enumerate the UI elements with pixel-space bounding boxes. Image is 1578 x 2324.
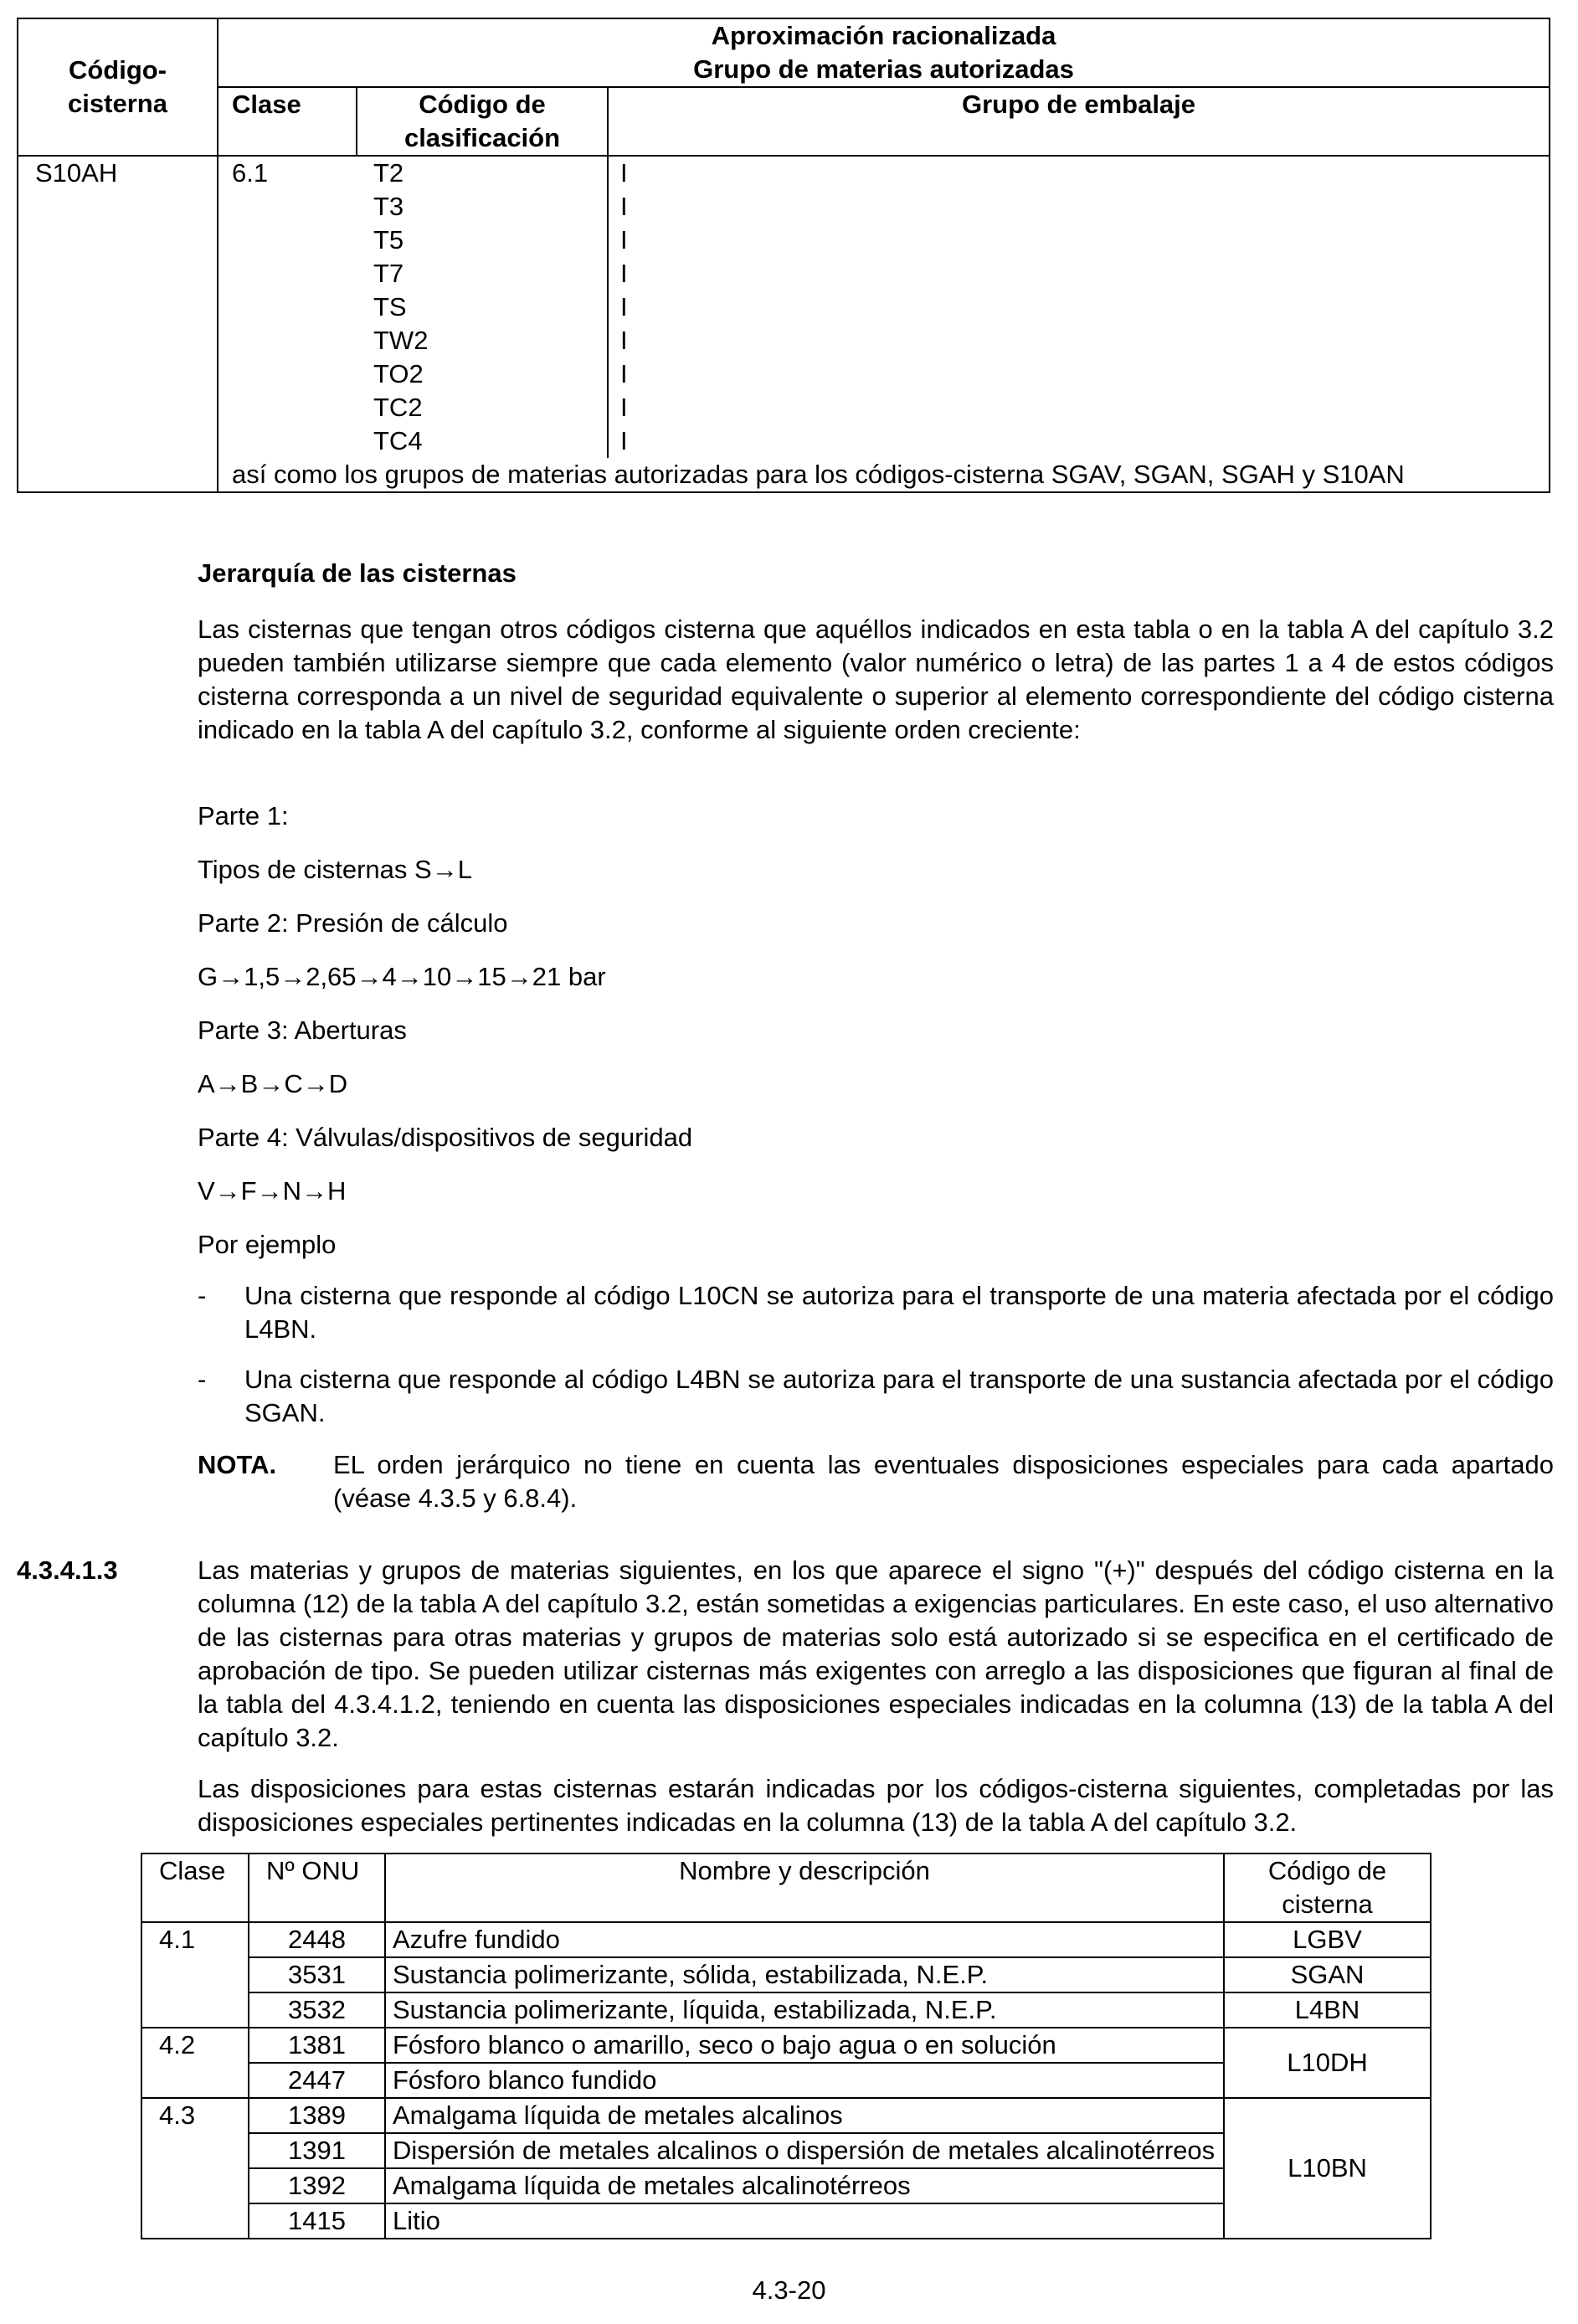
- name-cell: Amalgama líquida de metales alcalinotérreos: [385, 2168, 1224, 2203]
- classification-codes-cell: [357, 156, 608, 458]
- un-number-cell: 1391: [249, 2133, 385, 2168]
- header-authorized-groups: Grupo de materias autorizadas: [218, 53, 1550, 87]
- un-number-cell: 3531: [249, 1957, 385, 1992]
- un-number-cell: 2447: [249, 2063, 385, 2098]
- special-tank-table: [141, 1853, 1432, 2239]
- note-text: EL orden jerárquico no tiene en cuenta las eventuales disposiciones especiales para cada apartado (véase 4.3.5 y 6.8.4).: [333, 1450, 1554, 1513]
- packing-group: I: [620, 225, 628, 255]
- classification-code: T3: [373, 192, 404, 221]
- classification-code: TC4: [373, 426, 423, 455]
- hierarchy-intro: Las cisternas que tengan otros códigos cisterna que aquéllos indicados en esta tabla o en la tabla A del capítulo 3.2 pueden también utilizarse siempre que cada elemento (valor numérico o letra) de las partes 1 a 4 de estos códigos cisterna corresponda a un nivel de seguridad equivalente o superior al elemento correspondiente del código cisterna indicado en la tabla A del capítulo 3.2, conforme al siguiente orden creciente:: [198, 614, 1554, 744]
- table-row: [141, 2028, 1431, 2063]
- section-number: 4.3.4.1.3: [17, 1555, 118, 1585]
- footer-note: así como los grupos de materias autorizadas para los códigos-cisterna SGAV, SGAN, SGAH y S10AN: [218, 458, 1550, 492]
- tank-code-cell: SGAN: [1224, 1957, 1431, 1992]
- table-row: [141, 1957, 1431, 1992]
- tank-code-table: [17, 18, 1550, 493]
- bullet: -: [198, 1281, 207, 1310]
- classification-code: TC2: [373, 393, 423, 422]
- name-cell: Litio: [385, 2203, 1224, 2239]
- class-cell: 6.1: [218, 156, 357, 458]
- table-row: [141, 1922, 1431, 1957]
- class-cell: 4.2: [141, 2028, 249, 2098]
- un-number-cell: 1392: [249, 2168, 385, 2203]
- name-cell: Sustancia polimerizante, sólida, estabilizada, N.E.P.: [385, 1957, 1224, 1992]
- packing-group: I: [620, 158, 628, 188]
- header-classification-code: Código de clasificación: [357, 87, 608, 156]
- hierarchy-line: Por ejemplo: [198, 1230, 337, 1259]
- un-number-cell: 3532: [249, 1992, 385, 2028]
- hierarchy-line: Parte 2: Presión de cálculo: [198, 908, 508, 938]
- packing-groups-cell: [608, 156, 1550, 458]
- classification-code: T7: [373, 259, 404, 288]
- classification-code: TO2: [373, 359, 424, 388]
- tank-code-cell: S10AH: [18, 156, 218, 492]
- tank-code-cell: L10DH: [1224, 2028, 1431, 2098]
- header-packing-group: Grupo de embalaje: [608, 87, 1550, 156]
- hierarchy-line: Parte 3: Aberturas: [198, 1015, 407, 1045]
- name-cell: Fósforo blanco o amarillo, seco o bajo agua o en solución: [385, 2028, 1224, 2063]
- classification-code: TS: [373, 292, 407, 321]
- hierarchy-line: Parte 4: Válvulas/dispositivos de seguridad: [198, 1123, 693, 1152]
- example-text: Una cisterna que responde al código L10CN se autoriza para el transporte de una materia afectada por el código L4BN.: [244, 1281, 1554, 1344]
- name-cell: Fósforo blanco fundido: [385, 2063, 1224, 2098]
- name-cell: Azufre fundido: [385, 1922, 1224, 1957]
- packing-group: I: [620, 393, 628, 422]
- tank-code-cell: L10BN: [1224, 2098, 1431, 2239]
- packing-group: I: [620, 426, 628, 455]
- hierarchy-line: Tipos de cisternas S→L: [198, 855, 472, 884]
- note-label: NOTA.: [198, 1450, 277, 1479]
- name-cell: Amalgama líquida de metales alcalinos: [385, 2098, 1224, 2133]
- packing-group: I: [620, 192, 628, 221]
- classification-code: TW2: [373, 326, 429, 355]
- page-number: 4.3-20: [752, 2275, 826, 2305]
- packing-group: I: [620, 292, 628, 321]
- name-cell: Dispersión de metales alcalinos o dispersión de metales alcalinotérreos: [385, 2133, 1224, 2168]
- un-number-cell: 1415: [249, 2203, 385, 2239]
- hierarchy-heading-text: Jerarquía de las cisternas: [198, 558, 517, 588]
- example-item: [198, 1363, 1554, 1430]
- un-number-cell: 1381: [249, 2028, 385, 2063]
- col-header-class: Clase: [141, 1854, 249, 1922]
- un-number-cell: 2448: [249, 1922, 385, 1957]
- example-text: Una cisterna que responde al código L4BN se autoriza para el transporte de una sustancia afectada por el código SGAN.: [244, 1365, 1554, 1427]
- class-cell: 4.1: [141, 1922, 249, 2028]
- hierarchy-line: G→1,5→2,65→4→10→15→21 bar: [198, 962, 606, 991]
- hierarchy-line: A→B→C→D: [198, 1069, 348, 1098]
- hierarchy-line: Parte 1:: [198, 801, 289, 830]
- header-class: Clase: [218, 87, 357, 156]
- hierarchy-line: V→F→N→H: [198, 1176, 347, 1206]
- table-row: [141, 1992, 1431, 2028]
- classification-code: T5: [373, 225, 404, 255]
- un-number-cell: 1389: [249, 2098, 385, 2133]
- note: [198, 1448, 1554, 1515]
- hierarchy-heading: [198, 557, 1554, 590]
- table-row: [141, 2098, 1431, 2133]
- packing-group: I: [620, 259, 628, 288]
- name-cell: Sustancia polimerizante, líquida, estabilizada, N.E.P.: [385, 1992, 1224, 2028]
- header-tank-code: Código- cisterna: [18, 18, 218, 156]
- section-paragraph-1: Las materias y grupos de materias siguientes, en los que aparece el signo "(+)" después del código cisterna en la columna (12) de la tabla A del capítulo 3.2, están sometidas a exigencias particulares. En este caso, el uso alternativo de las cisternas para otras materias y grupos de materias solo está autorizado si se especifica en el certificado de aprobación de tipo. Se pueden utilizar cisternas más exigentes con arreglo a las disposiciones que figuran al final de la tabla del 4.3.4.1.2, teniendo en cuenta las disposiciones especiales indicadas en la columna (13) de la tabla A del capítulo 3.2.: [198, 1555, 1554, 1752]
- bullet: -: [198, 1365, 207, 1394]
- packing-group: I: [620, 359, 628, 388]
- classification-code: T2: [373, 158, 404, 188]
- section-paragraph-2: Las disposiciones para estas cisternas estarán indicadas por los códigos-cisterna siguientes, completadas por las disposiciones especiales pertinentes indicadas en la columna (13) de la tabla A del capítulo 3.2.: [198, 1774, 1554, 1837]
- tank-code-cell: LGBV: [1224, 1922, 1431, 1957]
- class-cell: 4.3: [141, 2098, 249, 2239]
- packing-group: I: [620, 326, 628, 355]
- col-header-un-number: Nº ONU: [249, 1854, 385, 1922]
- header-rationalized-approach: Aproximación racionalizada: [218, 18, 1550, 53]
- tank-code-cell: L4BN: [1224, 1992, 1431, 2028]
- col-header-tank-code: Código de cisterna: [1224, 1854, 1431, 1922]
- col-header-name: Nombre y descripción: [385, 1854, 1224, 1922]
- example-item: [198, 1279, 1554, 1346]
